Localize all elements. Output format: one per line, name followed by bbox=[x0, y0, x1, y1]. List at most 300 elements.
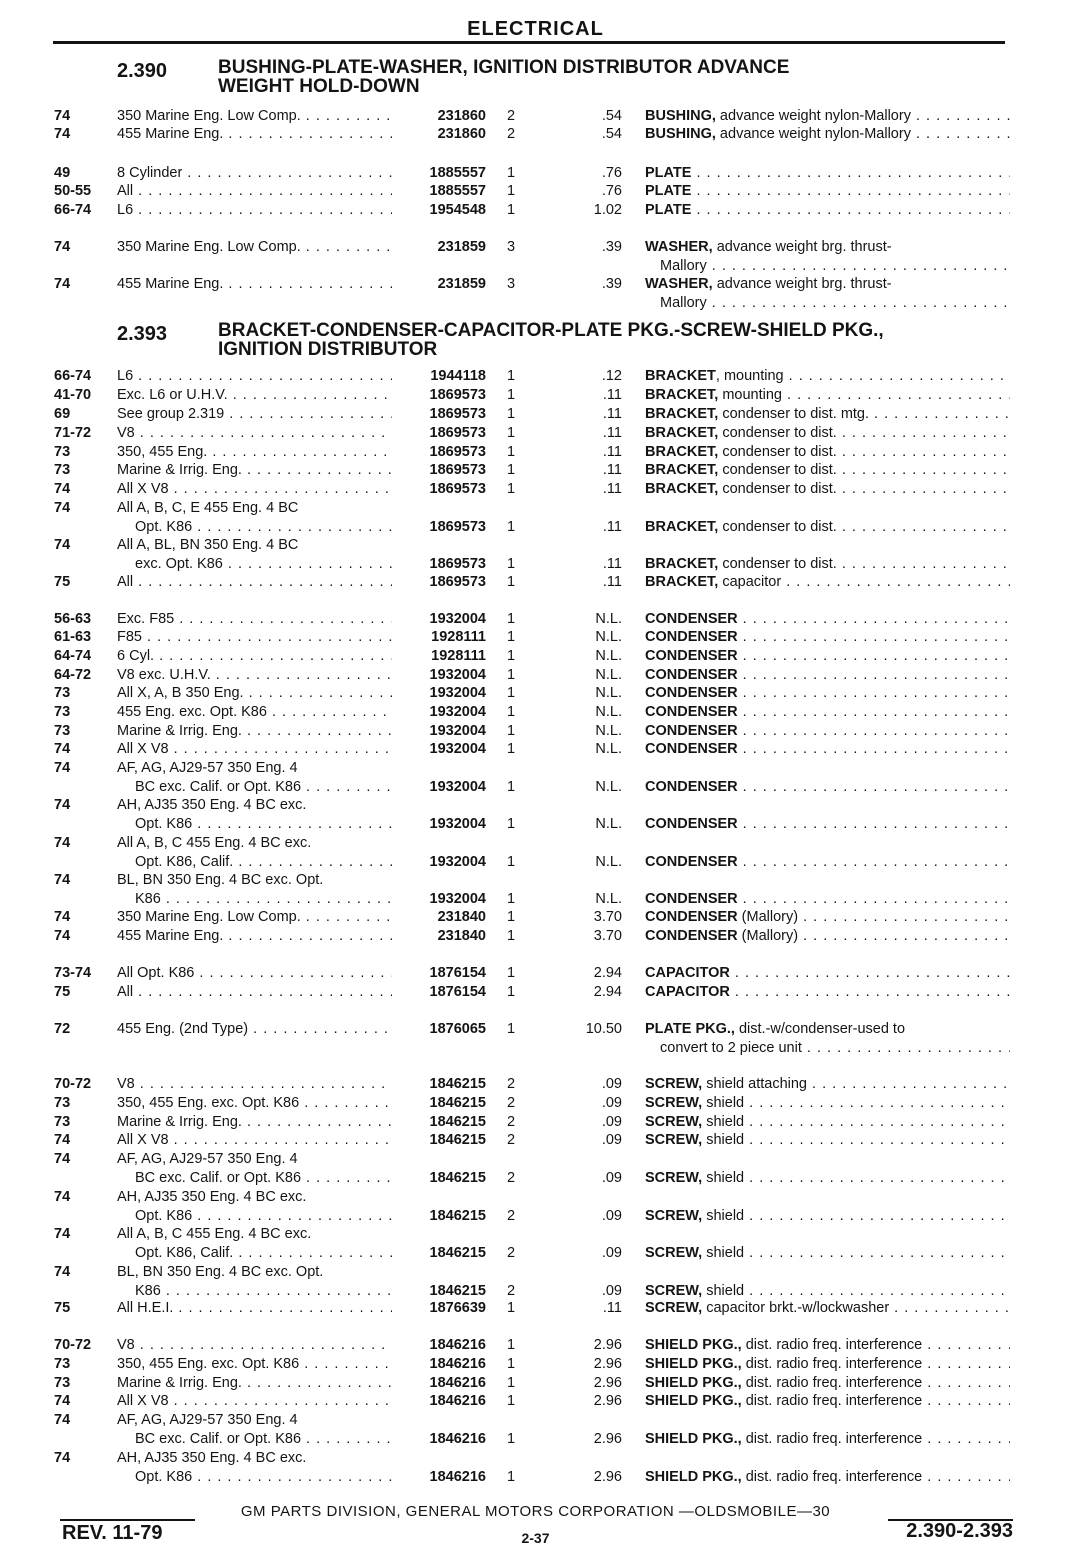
row-description bbox=[645, 983, 1010, 1001]
row-model: All Opt. K86 . . . bbox=[117, 964, 392, 982]
row-part-number: 1869573 bbox=[429, 444, 486, 460]
row-item-name: CAPACITOR bbox=[645, 984, 730, 1000]
table-row bbox=[0, 703, 1071, 721]
row-item-detail: shield bbox=[702, 1282, 745, 1299]
row-item-name: CONDENSER bbox=[645, 778, 738, 795]
row-year: 74 bbox=[54, 1226, 71, 1242]
row-quantity: 2 bbox=[507, 126, 516, 142]
row-year: 64-72 bbox=[54, 667, 92, 683]
row-model: BL, BN 350 Eng. 4 BC exc. Opt. bbox=[117, 1264, 324, 1280]
row-model: V8 . . . bbox=[117, 1075, 392, 1093]
row-description bbox=[645, 628, 1010, 646]
table-row bbox=[0, 201, 1071, 219]
row-item-name: SCREW, bbox=[645, 1207, 703, 1224]
row-year: 73 bbox=[54, 444, 71, 460]
row-model-continued: Opt. K86, Calif. . . . bbox=[135, 1244, 392, 1262]
table-row bbox=[0, 628, 1071, 646]
row-part-number: 1846215 bbox=[429, 1169, 486, 1186]
row-part-number: 1869573 bbox=[429, 406, 486, 422]
row-model: 455 Eng. exc. Opt. K86 . . . bbox=[117, 703, 392, 721]
row-description bbox=[645, 647, 1010, 665]
row-model: All X V8 . . . bbox=[117, 480, 392, 498]
row-model: 455 Eng. (2nd Type) . . . bbox=[117, 1020, 392, 1038]
table-row bbox=[0, 759, 1071, 795]
row-model: L6 . . . bbox=[117, 367, 392, 385]
row-item-name: BRACKET, bbox=[645, 387, 719, 403]
table-row bbox=[0, 125, 1071, 143]
row-item-detail: mounting bbox=[718, 387, 782, 403]
table-row bbox=[0, 107, 1071, 125]
row-price: .12 bbox=[601, 368, 622, 384]
row-year: 73 bbox=[54, 1356, 71, 1372]
row-year: 61-63 bbox=[54, 629, 92, 645]
row-model: 350 Marine Eng. Low Comp. . . . bbox=[117, 107, 392, 125]
row-model: All A, B, C, E 455 Eng. 4 BC bbox=[117, 500, 299, 516]
table-row bbox=[0, 1299, 1071, 1317]
row-year: 73 bbox=[54, 704, 71, 720]
row-price: N.L. bbox=[595, 890, 622, 907]
row-price: .11 bbox=[602, 387, 622, 403]
row-part-number: 1846215 bbox=[429, 1114, 486, 1130]
row-item-detail: condenser to dist. bbox=[718, 555, 837, 572]
table-row bbox=[0, 1188, 1071, 1224]
row-model-continued: Opt. K86 . . . bbox=[135, 518, 392, 536]
row-description bbox=[645, 908, 1010, 926]
row-model: 8 Cylinder . . . bbox=[117, 164, 392, 182]
table-row bbox=[0, 424, 1071, 442]
row-year: 73 bbox=[54, 685, 71, 701]
row-item-name: SCREW, bbox=[645, 1244, 703, 1261]
table-row bbox=[0, 647, 1071, 665]
row-price: 2.96 bbox=[593, 1375, 622, 1391]
row-model: AF, AG, AJ29-57 350 Eng. 4 bbox=[117, 1151, 298, 1167]
row-model-continued: Opt. K86, Calif. . . . bbox=[135, 853, 392, 871]
row-part-number: 1932004 bbox=[429, 778, 486, 795]
row-part-number: 1869573 bbox=[429, 462, 486, 478]
row-price: 10.50 bbox=[585, 1021, 622, 1037]
row-part-number: 1846216 bbox=[429, 1393, 486, 1409]
table-row bbox=[0, 536, 1071, 572]
row-description bbox=[645, 125, 1010, 143]
row-description bbox=[645, 1355, 1010, 1373]
row-year: 41-70 bbox=[54, 387, 92, 403]
row-year: 74 bbox=[54, 108, 71, 124]
row-item-name: CONDENSER bbox=[645, 704, 738, 720]
row-description bbox=[645, 238, 1010, 256]
table-row bbox=[0, 722, 1071, 740]
table-row bbox=[0, 1225, 1071, 1261]
row-model: V8 . . . bbox=[117, 424, 392, 442]
row-model: Marine & Irrig. Eng. . . . bbox=[117, 1113, 392, 1131]
row-part-number: 1846215 bbox=[429, 1282, 486, 1299]
row-description bbox=[645, 666, 1010, 684]
row-year: 66-74 bbox=[54, 202, 92, 218]
row-quantity: 2 bbox=[507, 1114, 516, 1130]
row-item-name: SHIELD PKG., bbox=[645, 1337, 742, 1353]
section-number: 2.393 bbox=[117, 323, 168, 345]
row-part-number: 1928111 bbox=[431, 648, 486, 664]
row-item-detail: (Mallory) bbox=[737, 928, 799, 944]
table-row bbox=[0, 573, 1071, 591]
row-year: 74 bbox=[54, 537, 71, 553]
row-description bbox=[645, 1075, 1010, 1093]
row-description bbox=[645, 573, 1010, 591]
row-item-name: BUSHING, bbox=[645, 108, 716, 124]
row-year: 50-55 bbox=[54, 183, 92, 199]
row-year: 74 bbox=[54, 126, 71, 142]
row-model: F85 . . . bbox=[117, 628, 392, 646]
row-item-detail: dist. radio freq. interference bbox=[741, 1430, 923, 1447]
row-quantity: 1 bbox=[507, 648, 516, 664]
table-row bbox=[0, 1355, 1071, 1373]
row-description bbox=[645, 1374, 1010, 1392]
section-title-line: BRACKET-CONDENSER-CAPACITOR-PLATE PKG.-SCREW-SHIELD PKG., bbox=[218, 320, 884, 341]
row-item-detail: shield attaching bbox=[702, 1076, 807, 1092]
row-quantity: 2 bbox=[507, 108, 516, 124]
table-row bbox=[0, 610, 1071, 628]
row-item-detail: condenser to dist. mtg. bbox=[718, 406, 870, 422]
row-part-number: 1869573 bbox=[429, 425, 486, 441]
row-item-detail: shield bbox=[702, 1114, 745, 1130]
row-model: 455 Marine Eng. . . . bbox=[117, 275, 392, 293]
row-part-number: 1885557 bbox=[429, 183, 486, 199]
row-price: .11 bbox=[602, 444, 622, 460]
row-part-number: 1869573 bbox=[429, 555, 486, 572]
row-description bbox=[645, 424, 1010, 442]
row-quantity: 3 bbox=[507, 276, 516, 292]
row-year: 74 bbox=[54, 797, 71, 813]
row-quantity: 2 bbox=[507, 1207, 516, 1224]
row-quantity: 2 bbox=[507, 1244, 516, 1261]
row-part-number: 1846216 bbox=[429, 1375, 486, 1391]
row-item-detail: capacitor brkt.-w/lockwasher bbox=[702, 1300, 890, 1316]
table-row bbox=[0, 443, 1071, 461]
row-item-name: BRACKET, bbox=[645, 518, 719, 535]
row-quantity: 1 bbox=[507, 723, 516, 739]
row-model: All X V8 . . . bbox=[117, 1131, 392, 1149]
table-row bbox=[0, 1113, 1071, 1131]
row-item-name: CONDENSER bbox=[645, 890, 738, 907]
row-description bbox=[645, 778, 1010, 796]
row-description bbox=[645, 927, 1010, 945]
row-quantity: 1 bbox=[507, 1356, 516, 1372]
row-year: 73 bbox=[54, 1095, 71, 1111]
row-quantity: 1 bbox=[507, 928, 516, 944]
row-item-detail: shield bbox=[702, 1244, 745, 1261]
row-price: .76 bbox=[601, 183, 622, 199]
row-year: 73 bbox=[54, 723, 71, 739]
row-year: 73 bbox=[54, 1375, 71, 1391]
row-year: 75 bbox=[54, 574, 71, 590]
row-item-name: SHIELD PKG., bbox=[645, 1356, 742, 1372]
row-item-name: SCREW, bbox=[645, 1132, 703, 1148]
row-price: 2.96 bbox=[593, 1337, 622, 1353]
table-row bbox=[0, 964, 1071, 982]
row-item-name: PLATE PKG., bbox=[645, 1021, 735, 1037]
row-model: Marine & Irrig. Eng. . . . bbox=[117, 461, 392, 479]
table-row bbox=[0, 1374, 1071, 1392]
row-description bbox=[645, 555, 1010, 573]
row-model: V8 exc. U.H.V. . . . bbox=[117, 666, 392, 684]
row-price: 2.94 bbox=[593, 965, 622, 981]
row-year: 73 bbox=[54, 462, 71, 478]
row-description bbox=[645, 890, 1010, 908]
row-part-number: 1846215 bbox=[429, 1207, 486, 1224]
table-row bbox=[0, 461, 1071, 479]
row-model-continued: Opt. K86 . . . bbox=[135, 1207, 392, 1225]
row-year: 74 bbox=[54, 872, 71, 888]
row-year: 49 bbox=[54, 165, 71, 181]
row-part-number: 1869573 bbox=[429, 574, 486, 590]
row-model: V8 . . . bbox=[117, 1336, 392, 1354]
row-quantity: 1 bbox=[507, 853, 516, 870]
row-model: All . . . bbox=[117, 983, 392, 1001]
table-row bbox=[0, 871, 1071, 907]
row-part-number: 231859 bbox=[437, 239, 486, 255]
row-quantity: 1 bbox=[507, 1300, 516, 1316]
row-part-number: 1846215 bbox=[429, 1132, 486, 1148]
row-price: N.L. bbox=[595, 629, 622, 645]
row-quantity: 1 bbox=[507, 574, 516, 590]
row-description bbox=[645, 1299, 1010, 1317]
row-model: All H.E.I. . . . bbox=[117, 1299, 392, 1317]
row-description bbox=[645, 1094, 1010, 1112]
row-quantity: 1 bbox=[507, 368, 516, 384]
row-description bbox=[645, 815, 1010, 833]
row-quantity: 1 bbox=[507, 685, 516, 701]
row-model: AH, AJ35 350 Eng. 4 BC exc. bbox=[117, 797, 307, 813]
row-price: .54 bbox=[601, 108, 622, 124]
row-description bbox=[645, 201, 1010, 219]
footer-publisher: GM PARTS DIVISION, GENERAL MOTORS CORPORATION —OLDSMOBILE—30 bbox=[240, 1503, 831, 1520]
table-row bbox=[0, 684, 1071, 702]
row-item-name: BRACKET, bbox=[645, 481, 719, 497]
row-price: .11 bbox=[602, 481, 622, 497]
row-price: 2.96 bbox=[593, 1468, 622, 1485]
row-description bbox=[645, 1244, 1010, 1262]
row-part-number: 1928111 bbox=[431, 629, 486, 645]
row-item-detail: capacitor bbox=[718, 574, 782, 590]
row-description bbox=[645, 461, 1010, 479]
row-item-detail: shield bbox=[702, 1095, 745, 1111]
row-part-number: 231859 bbox=[437, 276, 486, 292]
row-year: 74 bbox=[54, 1450, 71, 1466]
row-item-name: CONDENSER bbox=[645, 815, 738, 832]
row-price: N.L. bbox=[595, 853, 622, 870]
row-part-number: 231840 bbox=[437, 909, 486, 925]
row-item-detail: , mounting bbox=[715, 368, 784, 384]
row-description bbox=[645, 740, 1010, 758]
row-item-detail: advance weight nylon-Mallory bbox=[715, 126, 911, 142]
row-quantity: 1 bbox=[507, 425, 516, 441]
row-year: 75 bbox=[54, 1300, 71, 1316]
row-quantity: 1 bbox=[507, 1393, 516, 1409]
table-row bbox=[0, 275, 1071, 311]
row-price: .39 bbox=[601, 239, 622, 255]
row-item-detail: advance weight nylon-Mallory bbox=[715, 108, 911, 124]
row-model: 350, 455 Eng. exc. Opt. K86 . . . bbox=[117, 1355, 392, 1373]
row-year: 75 bbox=[54, 984, 71, 1000]
row-model: Exc. F85 . . . bbox=[117, 610, 392, 628]
row-year: 74 bbox=[54, 909, 71, 925]
section-title-line: BUSHING-PLATE-WASHER, IGNITION DISTRIBUTOR ADVANCE bbox=[218, 57, 790, 78]
table-row bbox=[0, 238, 1071, 274]
row-year: 73 bbox=[54, 1114, 71, 1130]
table-row bbox=[0, 367, 1071, 385]
row-part-number: 1932004 bbox=[429, 704, 486, 720]
row-quantity: 1 bbox=[507, 667, 516, 683]
row-model: 6 Cyl. . . . bbox=[117, 647, 392, 665]
table-row bbox=[0, 1336, 1071, 1354]
row-price: .09 bbox=[601, 1095, 622, 1111]
row-part-number: 1846215 bbox=[429, 1076, 486, 1092]
row-part-number: 1876154 bbox=[429, 965, 486, 981]
row-price: N.L. bbox=[595, 648, 622, 664]
row-part-number: 1885557 bbox=[429, 165, 486, 181]
row-price: N.L. bbox=[595, 723, 622, 739]
table-row bbox=[0, 1150, 1071, 1186]
row-quantity: 1 bbox=[507, 1021, 516, 1037]
row-item-name: SHIELD PKG., bbox=[645, 1375, 742, 1391]
row-quantity: 1 bbox=[507, 444, 516, 460]
row-item-detail: condenser to dist. bbox=[718, 444, 837, 460]
row-year: 74 bbox=[54, 1189, 71, 1205]
row-item-detail: condenser to dist. bbox=[718, 425, 837, 441]
row-model: All . . . bbox=[117, 573, 392, 591]
row-model: L6 . . . bbox=[117, 201, 392, 219]
row-quantity: 2 bbox=[507, 1076, 516, 1092]
row-description bbox=[645, 275, 1010, 293]
footer-revision: REV. 11-79 bbox=[62, 1522, 163, 1544]
row-year: 74 bbox=[54, 1132, 71, 1148]
row-item-detail: shield bbox=[702, 1169, 745, 1186]
row-item-name: SHIELD PKG., bbox=[645, 1393, 742, 1409]
row-description-continued: Mallory . . . bbox=[660, 257, 1010, 275]
row-description bbox=[645, 1430, 1010, 1448]
row-model: All A, B, C 455 Eng. 4 BC exc. bbox=[117, 1226, 312, 1242]
row-item-detail: condenser to dist. bbox=[718, 462, 837, 478]
row-part-number: 231840 bbox=[437, 928, 486, 944]
row-part-number: 1932004 bbox=[429, 685, 486, 701]
row-model: AH, AJ35 350 Eng. 4 BC exc. bbox=[117, 1450, 307, 1466]
row-price: 2.96 bbox=[593, 1393, 622, 1409]
row-description bbox=[645, 1020, 1010, 1038]
footer-group-range: 2.390-2.393 bbox=[906, 1520, 1013, 1542]
row-item-name: BRACKET, bbox=[645, 574, 719, 590]
row-model: Marine & Irrig. Eng. . . . bbox=[117, 1374, 392, 1392]
row-model: AH, AJ35 350 Eng. 4 BC exc. bbox=[117, 1189, 307, 1205]
table-row bbox=[0, 480, 1071, 498]
row-year: 74 bbox=[54, 928, 71, 944]
row-item-detail: (Mallory) bbox=[737, 909, 799, 925]
row-description bbox=[645, 518, 1010, 536]
row-year: 74 bbox=[54, 239, 71, 255]
row-quantity: 3 bbox=[507, 239, 516, 255]
row-item-detail: condenser to dist. bbox=[718, 481, 837, 497]
row-price: .39 bbox=[601, 276, 622, 292]
row-item-name: PLATE bbox=[645, 183, 692, 199]
table-row bbox=[0, 1131, 1071, 1149]
row-description bbox=[645, 684, 1010, 702]
row-item-name: CAPACITOR bbox=[645, 965, 730, 981]
row-part-number: 1932004 bbox=[429, 853, 486, 870]
row-year: 74 bbox=[54, 1264, 71, 1280]
row-item-name: CONDENSER bbox=[645, 648, 738, 664]
table-row bbox=[0, 386, 1071, 404]
row-quantity: 1 bbox=[507, 1337, 516, 1353]
row-part-number: 1846216 bbox=[429, 1468, 486, 1485]
row-model: 350 Marine Eng. Low Comp. . . . bbox=[117, 238, 392, 256]
row-part-number: 1944118 bbox=[430, 368, 486, 384]
row-part-number: 1932004 bbox=[429, 741, 486, 757]
row-quantity: 1 bbox=[507, 965, 516, 981]
row-part-number: 1846215 bbox=[429, 1244, 486, 1261]
row-price: .54 bbox=[601, 126, 622, 142]
row-model: All X, A, B 350 Eng. . . . bbox=[117, 684, 392, 702]
row-description bbox=[645, 107, 1010, 125]
row-year: 56-63 bbox=[54, 611, 92, 627]
row-description-continued: Mallory . . . bbox=[660, 294, 1010, 312]
footer-page-number: 2-37 bbox=[521, 1530, 550, 1546]
row-model: AF, AG, AJ29-57 350 Eng. 4 bbox=[117, 1412, 298, 1428]
row-quantity: 2 bbox=[507, 1282, 516, 1299]
row-price: 2.96 bbox=[593, 1430, 622, 1447]
row-quantity: 1 bbox=[507, 481, 516, 497]
row-year: 74 bbox=[54, 1151, 71, 1167]
row-price: N.L. bbox=[595, 741, 622, 757]
row-model-continued: K86 . . . bbox=[135, 1282, 392, 1300]
row-description bbox=[645, 480, 1010, 498]
row-model-continued: Opt. K86 . . . bbox=[135, 1468, 392, 1486]
row-part-number: 1869573 bbox=[429, 481, 486, 497]
row-part-number: 1846216 bbox=[429, 1337, 486, 1353]
table-row bbox=[0, 164, 1071, 182]
row-model: 350, 455 Eng. . . . bbox=[117, 443, 392, 461]
row-year: 74 bbox=[54, 1393, 71, 1409]
row-description bbox=[645, 164, 1010, 182]
table-row bbox=[0, 1411, 1071, 1447]
row-model: AF, AG, AJ29-57 350 Eng. 4 bbox=[117, 760, 298, 776]
row-quantity: 1 bbox=[507, 1375, 516, 1391]
row-item-name: PLATE bbox=[645, 202, 692, 218]
row-year: 66-74 bbox=[54, 368, 92, 384]
row-quantity: 2 bbox=[507, 1169, 516, 1186]
row-price: 3.70 bbox=[593, 928, 622, 944]
row-model: All X V8 . . . bbox=[117, 1392, 392, 1410]
row-year: 70-72 bbox=[54, 1337, 92, 1353]
row-quantity: 1 bbox=[507, 741, 516, 757]
row-part-number: 1869573 bbox=[429, 518, 486, 535]
row-price: 2.94 bbox=[593, 984, 622, 1000]
row-model-continued: exc. Opt. K86 . . . bbox=[135, 555, 392, 573]
table-row bbox=[0, 1075, 1071, 1093]
row-price: N.L. bbox=[595, 704, 622, 720]
row-item-name: CONDENSER bbox=[645, 667, 738, 683]
row-item-detail: advance weight brg. thrust- bbox=[712, 239, 892, 255]
row-quantity: 1 bbox=[507, 202, 516, 218]
row-item-name: PLATE bbox=[645, 165, 692, 181]
row-price: .09 bbox=[601, 1132, 622, 1148]
row-year: 74 bbox=[54, 500, 71, 516]
row-price: .09 bbox=[601, 1282, 622, 1299]
row-description bbox=[645, 722, 1010, 740]
row-item-detail: dist. radio freq. interference bbox=[741, 1337, 923, 1353]
row-item-detail: dist. radio freq. interference bbox=[741, 1375, 923, 1391]
row-model: All A, BL, BN 350 Eng. 4 BC bbox=[117, 537, 299, 553]
row-price: N.L. bbox=[595, 815, 622, 832]
row-price: .11 bbox=[602, 425, 622, 441]
row-description bbox=[645, 1207, 1010, 1225]
